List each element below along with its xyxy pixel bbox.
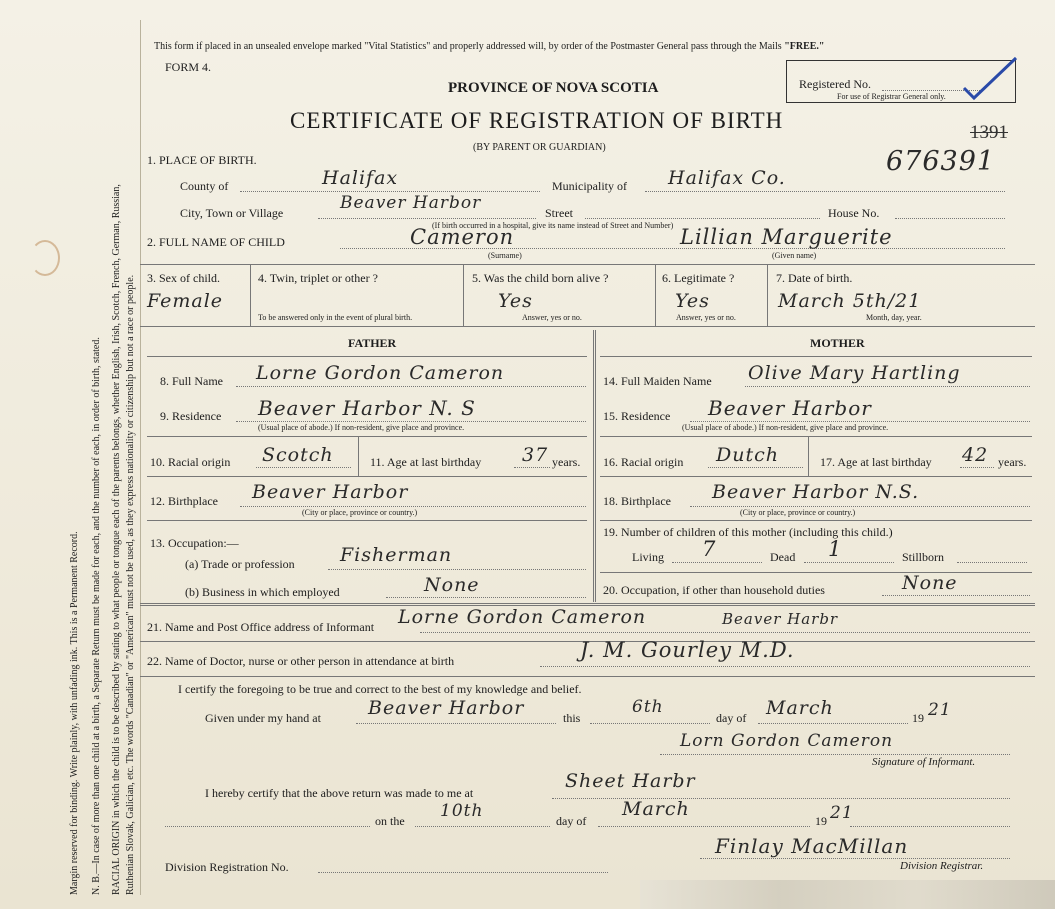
mother-racial: Dutch <box>716 444 779 466</box>
father-age: 37 <box>522 444 549 466</box>
doctor-value: J. M. Gourley M.D. <box>580 638 795 662</box>
business-value: None <box>424 574 480 596</box>
alive-label: 5. Was the child born alive ? <box>472 271 609 285</box>
municipality-label: Municipality of <box>552 179 627 193</box>
worn-edge <box>640 880 1055 909</box>
mother-residence-note: (Usual place of abode.) If non-resident, give place and province. <box>682 423 889 432</box>
hospital-note: (If birth occurred in a hospital, give its name instead of Street and Number) <box>432 221 674 230</box>
stamp-number: 1391 <box>970 122 1008 143</box>
child-surname: Cameron <box>410 225 515 249</box>
informant-label: 21. Name and Post Office address of Informant <box>147 620 375 634</box>
registrar-day: 10th <box>440 801 484 821</box>
binding-hole <box>30 240 60 276</box>
province-heading: PROVINCE OF NOVA SCOTIA <box>448 80 659 96</box>
father-heading: FATHER <box>348 336 397 350</box>
sex-label: 3. Sex of child. <box>147 271 220 285</box>
mother-racial-label: 16. Racial origin <box>603 455 684 469</box>
date-label: 7. Date of birth. <box>776 271 853 285</box>
registered-note: For use of Registrar General only. <box>837 92 946 101</box>
father-residence-label: 9. Residence <box>160 409 222 423</box>
margin-instructions <box>8 15 136 895</box>
county-value: Halifax <box>322 167 399 189</box>
legitimate-label: 6. Legitimate ? <box>662 271 735 285</box>
division-registration-label: Division Registration No. <box>165 860 289 874</box>
child-name-label: 2. FULL NAME OF CHILD <box>147 235 285 249</box>
certify-place: Beaver Harbor <box>368 697 525 719</box>
father-residence: Beaver Harbor N. S <box>258 396 476 420</box>
margin-line-3: RACIAL ORIGIN in which the child is to be described by stating to what people or tongue each of the parents belongs, whether English, Irish, Scotch, French, German, Russian, <box>111 184 122 895</box>
certify-day-of-label: day of <box>716 711 747 725</box>
father-age-label: 11. Age at last birthday <box>370 455 482 469</box>
sex-value: Female <box>147 290 224 312</box>
city-label: City, Town or Village <box>180 206 284 220</box>
given-under-label: Given under my hand at <box>205 711 321 725</box>
mother-heading: MOTHER <box>810 336 865 350</box>
registrar-on-the-label: on the <box>375 814 405 828</box>
father-years-label: years. <box>552 455 581 469</box>
father-birthplace-label: 12. Birthplace <box>150 494 218 508</box>
registrar-signature: Finlay MacMillan <box>715 834 909 858</box>
registrar-month: March <box>622 798 690 820</box>
alive-value: Yes <box>498 290 533 312</box>
father-racial-label: 10. Racial origin <box>150 455 231 469</box>
registrar-year: 21 <box>830 803 854 823</box>
date-note: Month, day, year. <box>866 313 922 322</box>
this-label: this <box>563 711 581 725</box>
certify-month: March <box>766 697 834 719</box>
business-label: (b) Business in which employed <box>185 585 340 599</box>
twin-note: To be answered only in the event of plural birth. <box>258 313 413 322</box>
registrar-year-prefix: 19 <box>815 814 827 828</box>
mother-birthplace-label: 18. Birthplace <box>603 494 671 508</box>
mother-years-label: years. <box>998 455 1027 469</box>
father-residence-note: (Usual place of abode.) If non-resident, give place and province. <box>258 423 465 432</box>
father-name: Lorne Gordon Cameron <box>256 362 505 384</box>
living-value: 7 <box>702 537 717 561</box>
mother-occupation: None <box>902 572 958 594</box>
registered-label: Registered No. <box>799 77 871 91</box>
certify-day: 6th <box>632 697 664 717</box>
page-title: CERTIFICATE OF REGISTRATION OF BIRTH <box>290 108 784 133</box>
certify-statement: I certify the foregoing to be true and correct to the best of my knowledge and belief. <box>178 682 582 696</box>
informant-signature: Lorn Gordon Cameron <box>680 731 894 751</box>
informant-name: Lorne Gordon Cameron <box>398 606 647 628</box>
city-value: Beaver Harbor <box>340 193 482 213</box>
living-label: Living <box>632 550 664 564</box>
registrar-place: Sheet Harbr <box>565 770 696 792</box>
father-birthplace: Beaver Harbor <box>252 481 409 503</box>
mail-notice: This form if placed in an unsealed envelope marked "Vital Statistics" and properly addressed will, by order of the Postmaster General pass through the Mails "FREE." <box>154 41 825 52</box>
twin-label: 4. Twin, triplet or other ? <box>258 271 378 285</box>
certify-year-prefix: 19 <box>912 711 924 725</box>
checkmark-icon <box>960 52 1020 102</box>
division-registrar-label: Division Registrar. <box>900 860 984 872</box>
margin-rule <box>140 20 141 895</box>
father-birthplace-note: (City or place, province or country.) <box>302 508 418 517</box>
given-note: (Given name) <box>772 251 817 260</box>
page-subtitle: (BY PARENT OR GUARDIAN) <box>473 142 606 153</box>
legitimate-note: Answer, yes or no. <box>676 313 736 322</box>
trade-value: Fisherman <box>340 544 453 566</box>
dead-value: 1 <box>828 537 843 561</box>
free-label: "FREE." <box>784 41 825 52</box>
stillborn-label: Stillborn <box>902 550 945 564</box>
trade-label: (a) Trade or profession <box>185 557 295 571</box>
margin-line-1: Margin reserved for binding. Write plainly, with unfading ink. This is a Permanent Record. <box>69 531 80 895</box>
house-label: House No. <box>828 206 880 220</box>
informant-address: Beaver Harbr <box>722 610 839 628</box>
mother-residence-label: 15. Residence <box>603 409 671 423</box>
certify-year: 21 <box>928 700 952 720</box>
father-name-label: 8. Full Name <box>160 374 223 388</box>
child-given-name: Lillian Marguerite <box>680 225 893 249</box>
place-of-birth-label: 1. PLACE OF BIRTH. <box>147 153 257 167</box>
children-count-label: 19. Number of children of this mother (including this child.) <box>603 525 893 539</box>
doctor-label: 22. Name of Doctor, nurse or other person in attendance at birth <box>147 654 455 668</box>
registrar-day-of-label: day of <box>556 814 587 828</box>
signature-of-informant-label: Signature of Informant. <box>872 756 976 768</box>
mother-birthplace: Beaver Harbor N.S. <box>712 481 920 503</box>
mother-name: Olive Mary Hartling <box>748 362 961 384</box>
alive-note: Answer, yes or no. <box>522 313 582 322</box>
mother-name-label: 14. Full Maiden Name <box>603 374 712 388</box>
county-label: County of <box>180 179 229 193</box>
margin-line-2: N. B.—In case of more than one child at a birth, a Separate Return must be made for each, and the number of each, in order of birth, stated. <box>91 337 102 895</box>
father-racial: Scotch <box>262 444 334 466</box>
mother-age-label: 17. Age at last birthday <box>820 455 932 469</box>
margin-line-4: Ruthenian Slovak, Galician, etc. The words "Canadian" or "American" must not be used, as they express nationality or citizenship but not a race or people. <box>125 274 136 895</box>
form-number: FORM 4. <box>165 60 212 74</box>
dead-label: Dead <box>770 550 796 564</box>
mother-age: 42 <box>962 444 989 466</box>
occupation-label: 13. Occupation:— <box>150 536 239 550</box>
mother-residence: Beaver Harbor <box>708 396 872 420</box>
municipality-value: Halifax Co. <box>668 167 786 189</box>
hand-number: 676391 <box>886 146 996 177</box>
street-label: Street <box>545 206 573 220</box>
mother-birthplace-note: (City or place, province or country.) <box>740 508 856 517</box>
mother-occupation-label: 20. Occupation, if other than household duties <box>603 583 825 597</box>
surname-note: (Surname) <box>488 251 522 260</box>
date-value: March 5th/21 <box>778 290 922 312</box>
registrar-statement: I hereby certify that the above return was made to me at <box>205 786 474 800</box>
legitimate-value: Yes <box>675 290 710 312</box>
